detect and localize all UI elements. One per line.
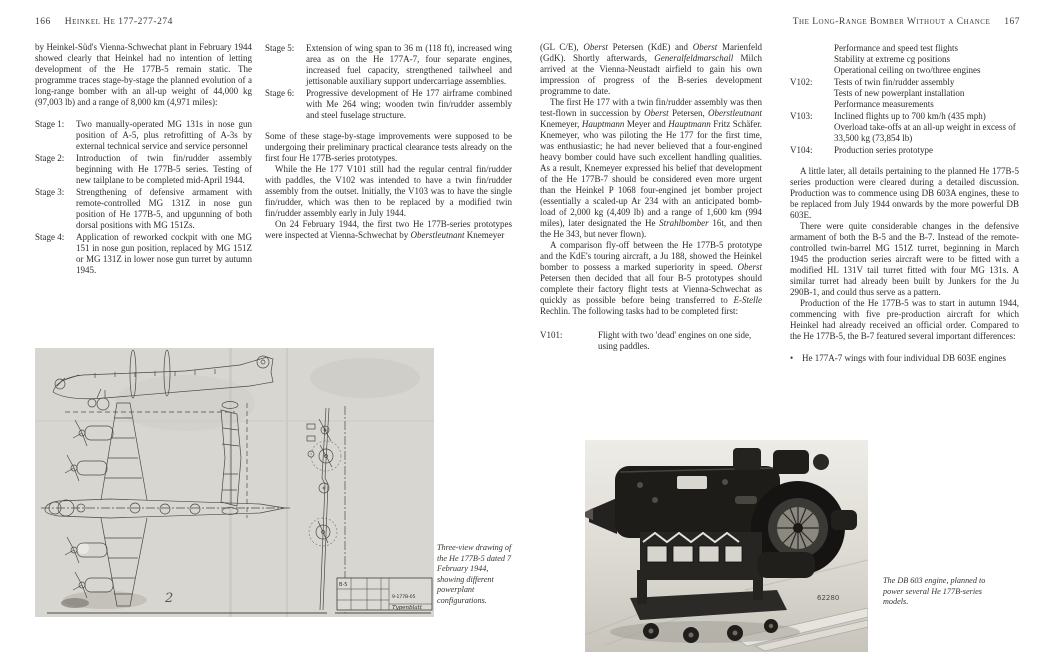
task-label: V104: [790,145,813,155]
spacer [790,156,1019,166]
task-text [834,77,1019,110]
photo-number: 62280 [817,594,840,602]
task-line: Tests of new powerplant installation [834,88,965,98]
task-entry [790,111,1019,144]
stage-label: Stage 4: [35,232,65,242]
task-label: V103: [790,111,813,121]
stage-item [35,153,252,186]
task-line: Inclined flights up to 700 km/h (435 mph) [834,111,986,121]
stage-label: Stage 6: [265,88,295,98]
task-entry [540,330,762,352]
task-entry [790,77,1019,110]
task-line: Stability at extreme cg positions [834,54,950,64]
task-label: V102: [790,77,813,87]
stage-item [35,187,252,231]
handwritten-mark: 2 [165,591,174,606]
stage-item [265,88,512,121]
task-text [834,43,1019,76]
paragraph: (GL C/E), Oberst Petersen (KdE) and Oberst Marienfeld (GdK). Shortly afterwards, Generalfeldmarschall Milch arrived at the Vienna-Neustadt airfield to gain his own impression of progress of the B-series development programme to date. [540,42,763,96]
paragraph: A comparison fly-off between the He 177B-5 prototype and the KdE's touring aircraft, a Ju 188, showed the Heinkel bomber to possess a marked superiority in speed. Oberst Petersen then decided that all four B-5 prototypes should complete their factory flight tests at Vienna-Schwechat as quickly as possible before being transferred to E-Stelle Rechlin. The following tasks had to be completed first: [540,240,762,316]
titleblock-number: 9-177B-05 [392,595,416,600]
spacer [265,121,512,131]
task-entry [790,43,1019,76]
right-page-number: 167 [1004,17,1020,27]
task-line: Performance measurements [834,99,934,109]
paragraph: A little later, all details pertaining to the planned He 177B-5 series production were cleared during a detailed discussion. Production was to commence using DB 603A engines, these to be replaced from July 1944 onwards by the more powerful DB 603E. [790,166,1019,220]
task-line: Tests of twin fin/rudder assembly [834,77,955,87]
stage-text: Strengthening of defensive armament with remote-controlled MG 131Z in nose gun position of He 177B-5, and upgunning of both dorsal positions with MG 151Zs. [76,187,252,230]
paragraph: The first He 177 with a twin fin/rudder assembly was then test-flown in succession by Oberst Petersen, Oberstleutnant Knemeyer, Hauptmann Meyer and Hauptmann Fritz Schäfer. Knemeyer, who was piloting the He 177 for the first time, was enthusiastic; he had never believed that a four-engined heavy bomber could have such excellent handling qualities. As a result, Knemeyer expressed his belief that development of the He 177B-7 should be considered even more urgent than the Heinkel P 1068 four-engined jet bomber project (essentially a scaled-up Ar 234 with an anticipated bomb-load of 2,000 kg (4,409 lb) and a range of 1,600 km (994 miles), later designated the He Strahlbomber 16t, and then the He 343, but never flown). [540,97,762,239]
stage-text: Extension of wing span to 36 m (118 ft), increased wing area as on the He 177A-7, four separate engines, increased fuel capacity, strengthened tailwheel and jettisonable auxiliary support undercarriage assemblies. [306,43,512,86]
stage-item [265,43,512,87]
left-running-head: Heinkel He 177-277-274 [64,17,173,27]
task-text [598,330,762,352]
stage-text: Application of reworked cockpit with one MG 151 in nose gun position, replaced by MG 151Z or MG 131Z in lower nose gun turret by autumn 1945. [76,232,252,275]
task-line: Overload take-offs at an all-up weight in excess of 33,500 kg (73,854 lb) [834,122,1016,143]
task-entry [790,145,1019,156]
left-column-2 [265,42,512,241]
task-text [834,111,1019,144]
engine-photo-figure [585,440,868,652]
stage-label: Stage 3: [35,187,65,197]
task-label: V101: [540,330,563,340]
photo-caption: The DB 603 engine, planned to power several He 177B-series models. [883,576,986,606]
left-page-number: 166 [35,17,51,27]
three-view-drawing-figure [35,348,434,617]
task-line: Flight with two 'dead' engines on one side, using paddles. [598,330,752,351]
paragraph: by Heinkel-Süd's Vienna-Schwechat plant in February 1944 showed clearly that Heinkel had no intention of letting development of the He 177B-5 remain static. The programme traces stage-by-stage the planned evolution of a long-range bomber with an all-up weight of 44,000 kg (97,003 lb) and a range of 8,000 km (4,971 miles): [35,42,252,107]
spacer [540,317,762,329]
stage-item [35,232,252,276]
engine-photo [585,440,868,652]
task-line: Operational ceiling on two/three engines [834,65,981,75]
paragraph: While the He 177 V101 still had the regular central fin/rudder with paddles, the V102 was intended to have a twin fin/rudder assembly from the outset. Initially, the V103 was to have the single fin/rudder, which was then to be replaced by a modified twin fin/rudder assembly early in July 1944. [265,164,512,218]
stage-item [35,119,252,152]
task-text [834,145,1019,156]
right-page-header [560,17,1020,27]
task-line: Performance and speed test flights [834,43,958,53]
stage-text: Introduction of twin fin/rudder assembly beginning with He 177B-5 series. Testing of new tailplane to be completed mid-April 1944. [76,153,252,185]
stage-text: Two manually-operated MG 131s in nose gun position of A-5, plus retrofitting of A-3s by external technical service and service personnel [76,119,252,151]
paragraph: On 24 February 1944, the first two He 177B-series prototypes were inspected at Vienna-Schwechat by Oberstleutnant Knemeyer [265,219,512,240]
figure-caption: Three-view drawing of the He 177B-5 dated 7 February 1944, showing different powerplant configurations. [437,543,512,605]
task-line: Production series prototype [834,145,933,155]
stage-label: Stage 1: [35,119,65,129]
left-column-1 [35,42,252,276]
paragraph: There were quite considerable changes in the defensive armament of both the B-5 and the B-7. Instead of the remote-controlled twin-barrel MG 151Z turret, beginning in March 1945 the production series aircraft were to be fitted with a modified HL 131V tail turret fitted with four MG 131s. A similar turret had already been built by Junkers for the Ju 290B-1, and could thus serve as a pattern. [790,221,1019,297]
three-view-drawing [35,348,434,617]
left-page-header [35,17,173,27]
right-column-2 [790,42,1019,364]
bullet-item [790,353,1019,364]
bullet-text: He 177A-7 wings with four individual DB 603E engines [802,353,1006,363]
paragraph: Some of these stage-by-stage improvements were supposed to be undergoing their preliminary practical clearance tests already on the first four He 177B-series prototypes. [265,131,512,163]
task-label [790,43,834,76]
stage-text: Progressive development of He 177 airframe combined with Me 264 wing; wooden twin fin/rudder assembly and steel fuselage structure. [306,88,512,120]
stage-label: Stage 5: [265,43,295,53]
right-running-head: The Long-Range Bomber Without a Chance [792,17,991,27]
bullet-marker: • [790,353,794,363]
spacer [35,108,252,118]
paragraph: Production of the He 177B-5 was to start in autumn 1944, commencing with five pre-production aircraft for which Heinkel had already received an official order. Compared to the He 177B-5, the B-7 featured several important differences: [790,298,1019,341]
stage-label: Stage 2: [35,153,65,163]
titleblock-label: Typenblatt [392,605,423,611]
titleblock-code: B-5 [339,582,348,588]
right-column-1 [540,42,762,352]
